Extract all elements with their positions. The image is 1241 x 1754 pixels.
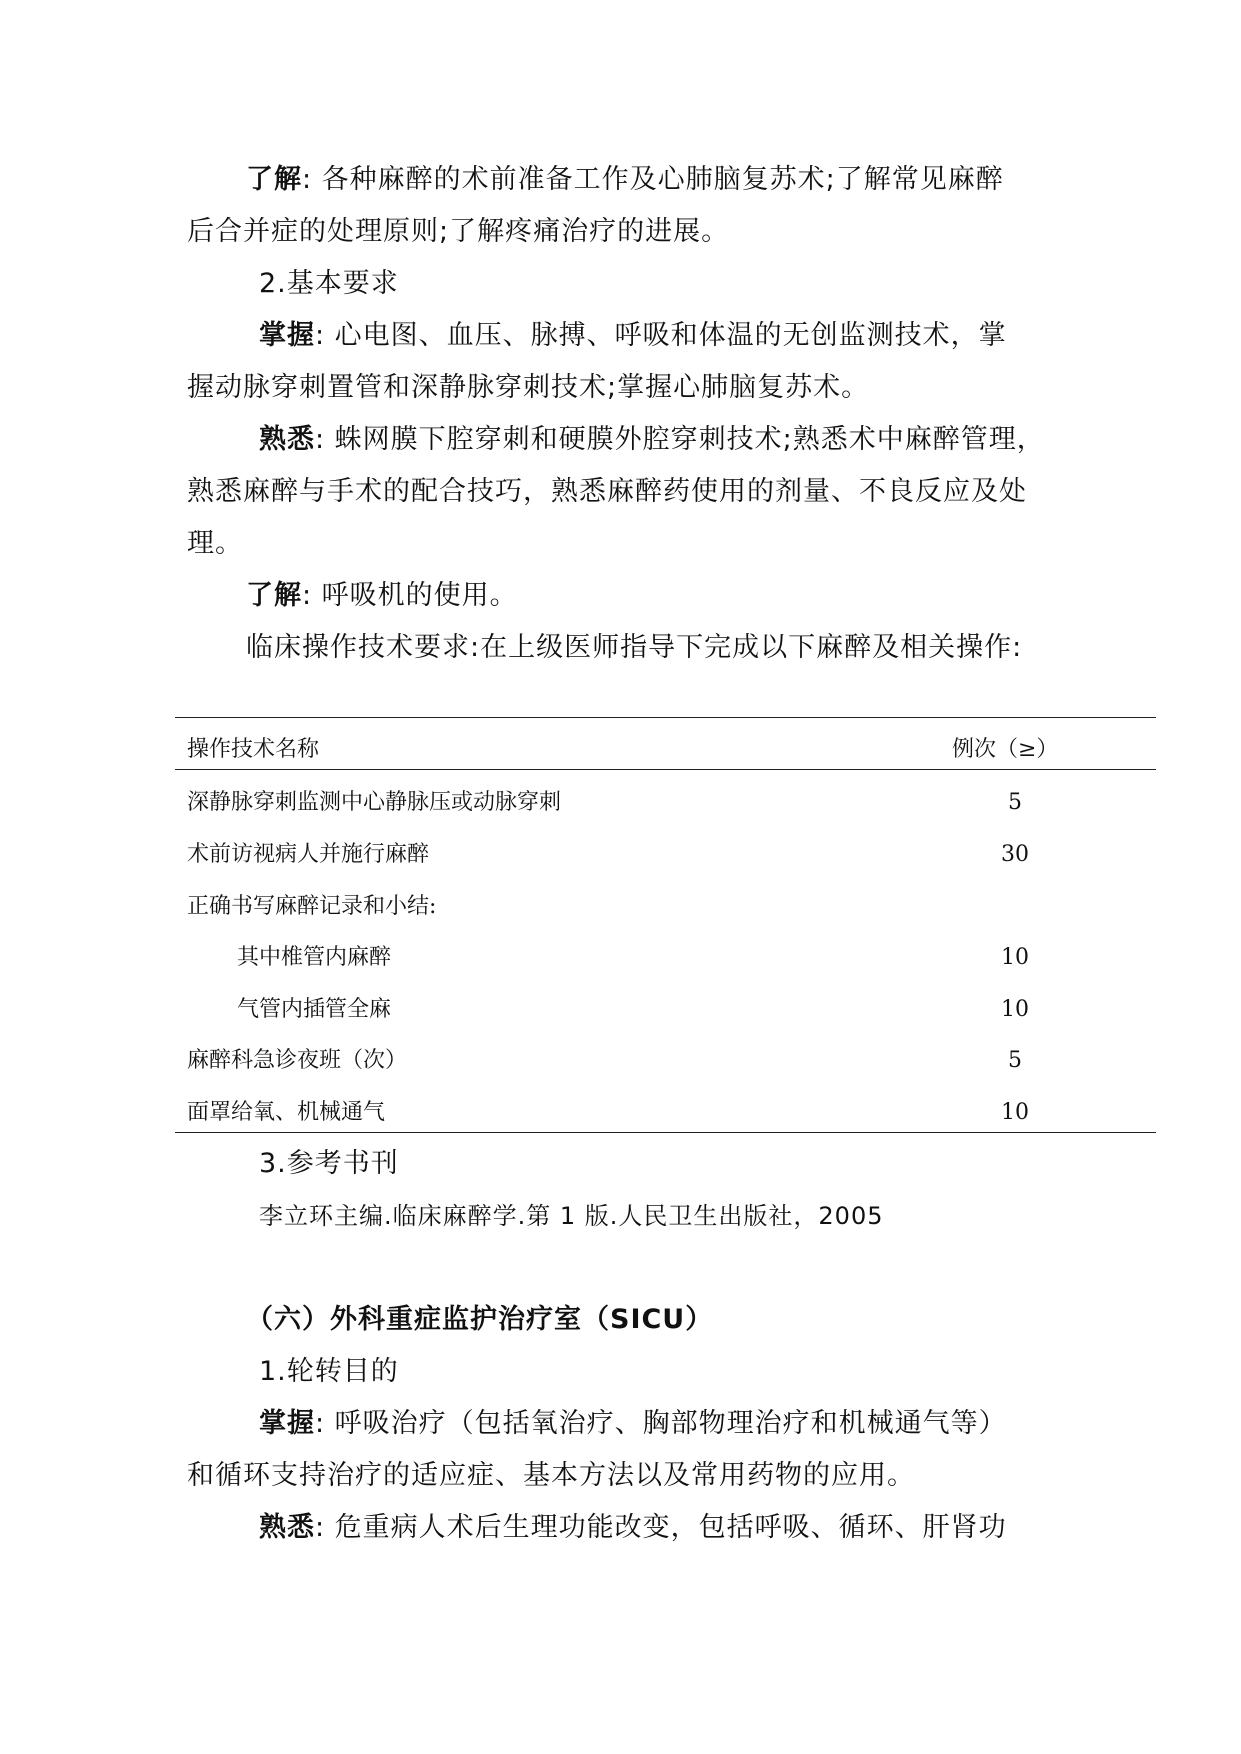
bold-label: 了解 (246, 580, 302, 611)
table-header-count: 例次（≥） (952, 737, 1059, 762)
table-row-name: 气管内插管全麻 (237, 997, 392, 1022)
table-row-name: 深静脉穿刺监测中心静脉压或动脉穿刺 (187, 790, 562, 815)
paragraph-text: : 蛛网膜下腔穿刺和硬膜外腔穿刺技术;熟悉术中麻醉管理， (315, 424, 1045, 455)
table-row-name: 正确书写麻醉记录和小结: (187, 894, 437, 919)
bold-label: 了解 (246, 164, 302, 195)
table-top-rule (175, 717, 1156, 718)
table-row-name: 面罩给氧、机械通气 (187, 1100, 386, 1125)
bold-label: 掌握 (259, 320, 315, 351)
paragraph-understand-1 (246, 160, 1004, 200)
table-row-name: 其中椎管内麻醉 (237, 945, 392, 970)
paragraph-text: : 危重病人术后生理功能改变，包括呼吸、循环、肝肾功 (315, 1512, 1007, 1543)
bold-label: 熟悉 (259, 1512, 315, 1543)
heading-rotation-purpose: 1.轮转目的 (259, 1356, 399, 1387)
section-heading-sicu: （六）外科重症监护治疗室（SICU） (246, 1304, 714, 1335)
reference-entry: 李立环主编.临床麻醉学.第 1 版.人民卫生出版社，2005 (259, 1202, 884, 1230)
paragraph-master (259, 316, 1007, 356)
paragraph-text: : 呼吸治疗（包括氧治疗、胸部物理治疗和机械通气等） (315, 1408, 1007, 1439)
heading-basic-requirements: 2.基本要求 (259, 268, 399, 299)
paragraph-text: : 心电图、血压、脉搏、呼吸和体温的无创监测技术，掌 (315, 320, 1007, 351)
paragraph-line: 和循环支持治疗的适应症、基本方法以及常用药物的应用。 (187, 1460, 915, 1491)
table-row-name: 麻醉科急诊夜班（次） (187, 1048, 408, 1073)
paragraph-line: 后合并症的处理原则;了解疼痛治疗的进展。 (187, 216, 730, 247)
paragraph-line: 理。 (187, 528, 243, 559)
paragraph-master-sicu (259, 1404, 1007, 1444)
table-row-count: 5 (1008, 790, 1022, 815)
paragraph-understand-2 (246, 576, 518, 616)
table-row-count: 10 (1001, 1100, 1029, 1125)
paragraph-text: : 呼吸机的使用。 (302, 580, 518, 611)
heading-references: 3.参考书刊 (259, 1148, 399, 1179)
paragraph-line: 熟悉麻醉与手术的配合技巧，熟悉麻醉药使用的剂量、不良反应及处 (187, 476, 1027, 507)
bold-label: 掌握 (259, 1408, 315, 1439)
table-header-name: 操作技术名称 (187, 737, 320, 762)
bold-label: 熟悉 (259, 424, 315, 455)
table-row-count: 5 (1008, 1048, 1022, 1073)
table-row-count: 30 (1001, 842, 1029, 867)
paragraph-line: 握动脉穿刺置管和深静脉穿刺技术;掌握心肺脑复苏术。 (187, 372, 870, 403)
paragraph-familiar-sicu (259, 1508, 1007, 1548)
paragraph-text: : 各种麻醉的术前准备工作及心肺脑复苏术;了解常见麻醉 (302, 164, 1004, 195)
paragraph-familiar (259, 420, 1045, 460)
table-row-count: 10 (1001, 997, 1029, 1022)
paragraph-clinical-requirements: 临床操作技术要求:在上级医师指导下完成以下麻醉及相关操作: (246, 632, 1023, 663)
table-header-rule (175, 769, 1156, 770)
table-bottom-rule (175, 1132, 1156, 1133)
table-row-count: 10 (1001, 945, 1029, 970)
table-row-name: 术前访视病人并施行麻醉 (187, 842, 430, 867)
